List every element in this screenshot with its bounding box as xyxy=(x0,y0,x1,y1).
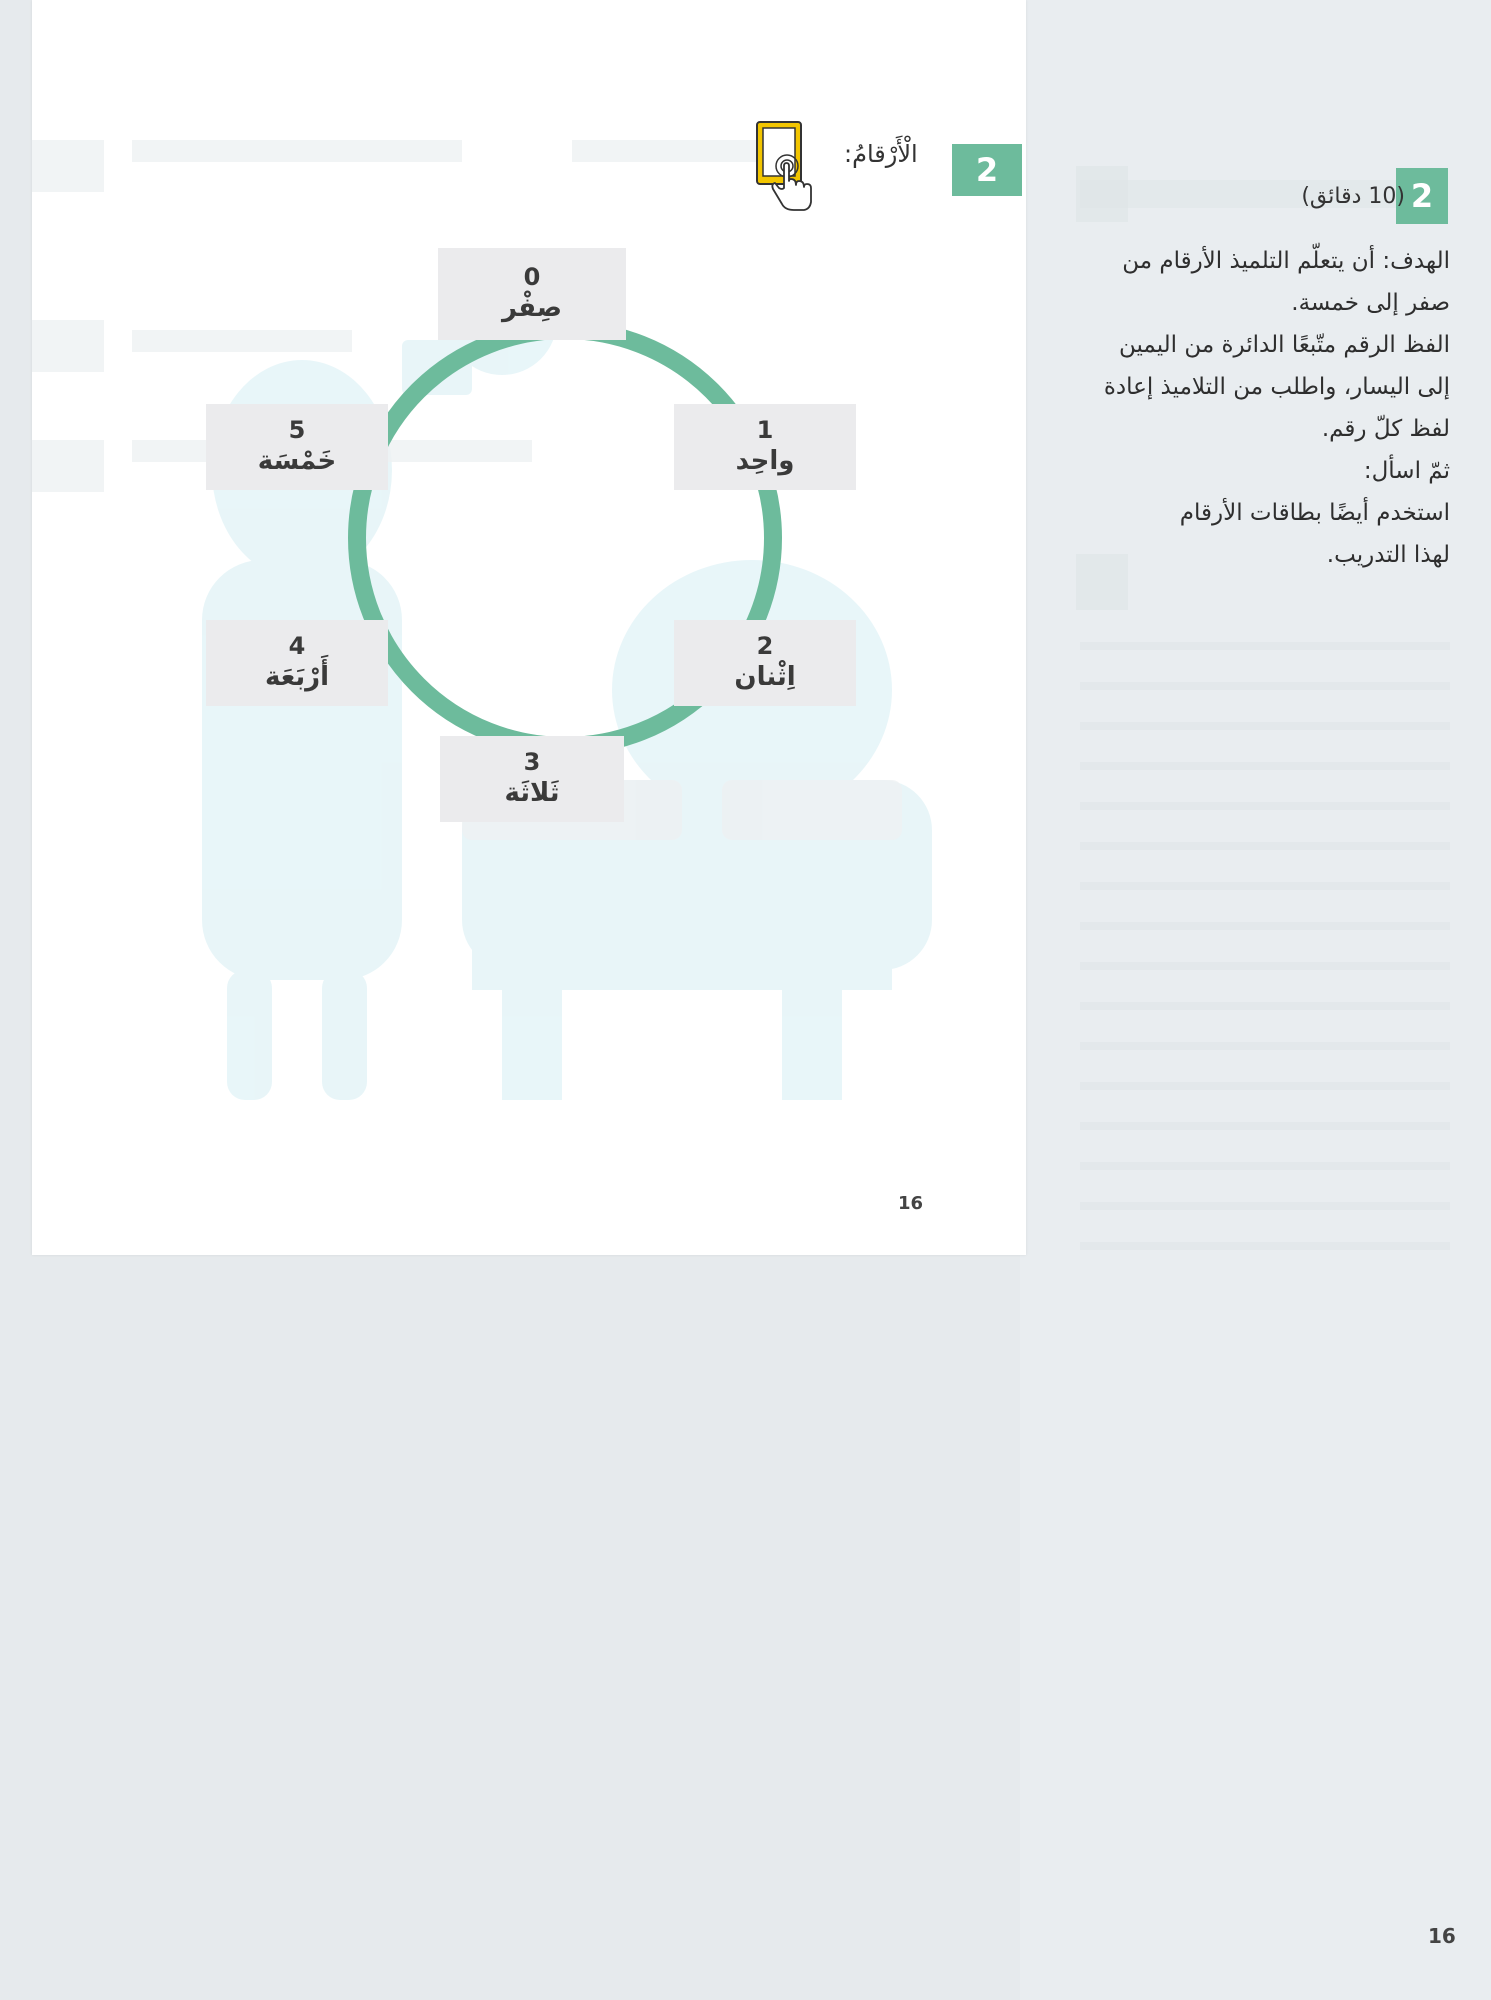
number-card-2 xyxy=(674,620,856,706)
number-card-0 xyxy=(438,248,626,340)
digit: 4 xyxy=(288,631,306,660)
step-number-badge xyxy=(952,144,1022,196)
step-number: 2 xyxy=(975,151,999,189)
teacher-page-number: 16 xyxy=(1428,1924,1456,1948)
instruction-line: صفر إلى خمسة. xyxy=(1291,290,1450,316)
teacher-instructions xyxy=(1040,240,1450,576)
number-word: واحِد xyxy=(735,445,795,476)
number-card-1 xyxy=(674,404,856,490)
digit: 0 xyxy=(523,262,541,291)
teacher-step-number: 2 xyxy=(1410,177,1434,215)
student-page xyxy=(32,0,1026,1255)
instruction-line: ثمّ اسأل: xyxy=(1363,458,1450,484)
instruction-line: استخدم أيضًا بطاقات الأرقام xyxy=(1179,500,1450,526)
instruction-line: لفظ كلّ رقم. xyxy=(1321,416,1450,442)
digit: 5 xyxy=(288,415,306,444)
digit: 1 xyxy=(756,415,774,444)
digit: 2 xyxy=(756,631,774,660)
activity-duration: (10 دقائق) xyxy=(1301,184,1405,209)
number-word: صِفْر xyxy=(501,292,562,323)
section-heading: الْأَرْقامُ: xyxy=(844,140,918,168)
number-word: اِثْنان xyxy=(734,661,796,692)
instruction-line: الهدف: أن يتعلّم التلميذ الأرقام من xyxy=(1122,248,1450,274)
digit: 3 xyxy=(523,747,541,776)
tablet-tap-icon[interactable] xyxy=(754,118,816,218)
number-card-4 xyxy=(206,620,388,706)
number-card-3 xyxy=(440,736,624,822)
instruction-line: الفظ الرقم متّبعًا الدائرة من اليمين xyxy=(1118,332,1450,358)
instruction-line: إلى اليسار، واطلب من التلاميذ إعادة xyxy=(1103,374,1450,400)
number-word: خَمْسَة xyxy=(257,445,337,476)
student-page-number: 16 xyxy=(898,1193,924,1214)
number-word: ثَلاثَة xyxy=(504,777,560,808)
number-word: أَرْبَعَة xyxy=(264,661,330,692)
instruction-line: لهذا التدريب. xyxy=(1326,542,1450,568)
number-card-5 xyxy=(206,404,388,490)
